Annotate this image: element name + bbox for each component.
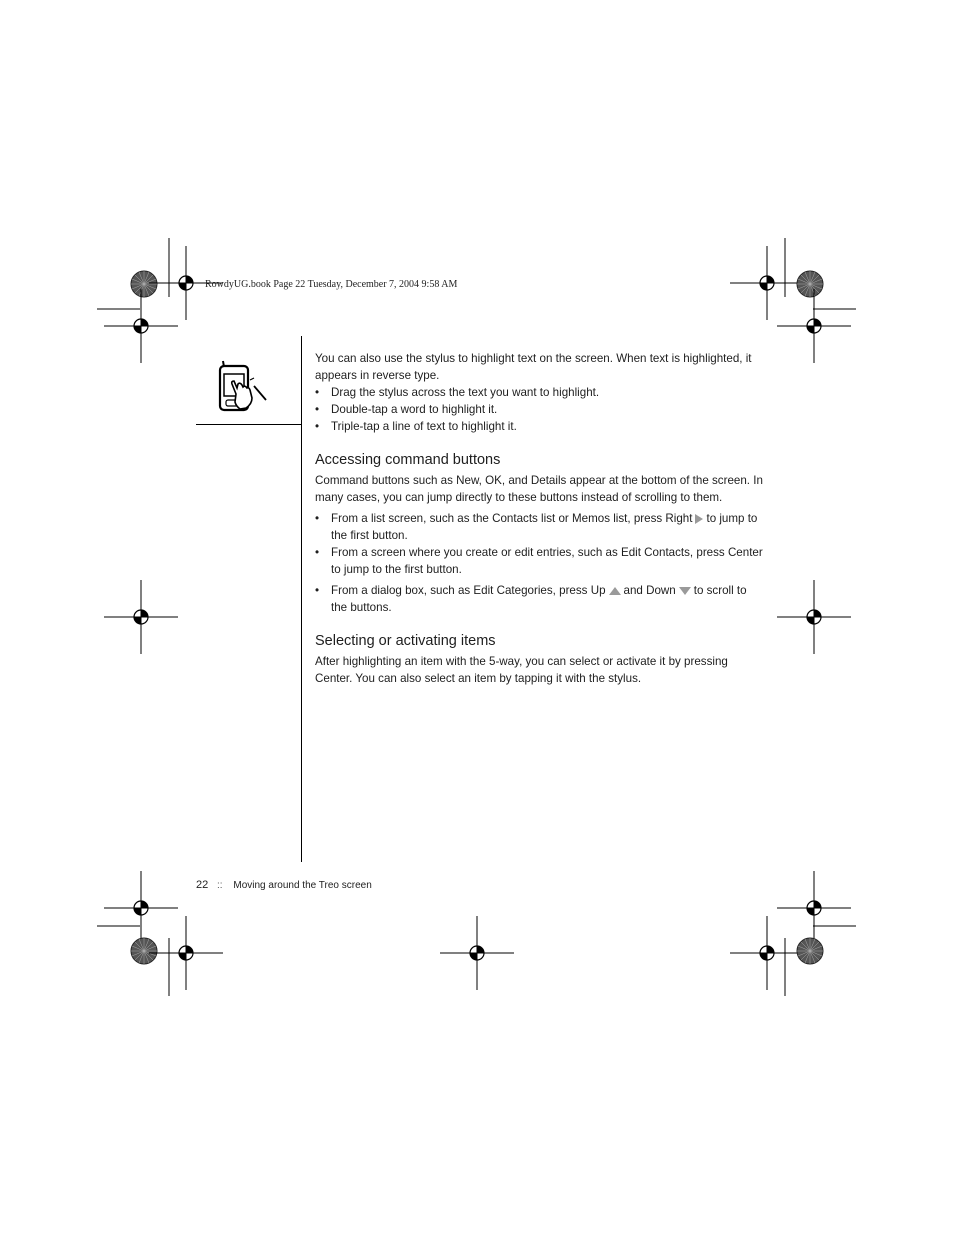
stylus-tap-phone-icon xyxy=(214,356,272,414)
page-number: 22 xyxy=(196,879,209,891)
page-footer xyxy=(196,879,372,891)
bullet-text: From a list screen, such as the Contacts list or Memos list, press Right xyxy=(331,512,693,525)
column-rule xyxy=(301,336,302,862)
selecting-paragraph: After highlighting an item with the 5-way, you can select or activate it by pressing Center. You can also select an item by tapping it with the stylus. xyxy=(315,655,728,685)
heading-selecting-activating-items: Selecting or activating items xyxy=(315,633,496,649)
heading-accessing-command-buttons: Accessing command buttons xyxy=(315,452,501,468)
list-item xyxy=(315,582,763,616)
list-item xyxy=(315,510,763,544)
footer-separator: :: xyxy=(217,880,223,891)
list-item: • From a screen where you create or edit entries, such as Edit Contacts, press Center to jump to the first button. xyxy=(315,544,763,578)
slug-line: RowdyUG.book Page 22 Tuesday, December 7, 2004 9:58 AM xyxy=(205,279,458,290)
command-bullet-list xyxy=(315,510,763,616)
margin-rule xyxy=(196,424,302,425)
main-content xyxy=(315,350,763,687)
list-item: • Triple-tap a line of text to highlight it. xyxy=(315,418,763,435)
bullet-text: to scroll to the buttons. xyxy=(331,584,747,614)
right-arrow-icon xyxy=(695,514,703,524)
intro-bullet-list xyxy=(315,384,763,435)
bullet-text: From a dialog box, such as Edit Categories, press Up xyxy=(331,584,606,597)
chapter-title: Moving around the Treo screen xyxy=(233,880,372,891)
up-arrow-icon xyxy=(609,587,621,595)
list-item: • Double-tap a word to highlight it. xyxy=(315,401,763,418)
list-item: • Drag the stylus across the text you want to highlight. xyxy=(315,384,763,401)
bullet-text: and Down xyxy=(623,584,676,597)
down-arrow-icon xyxy=(679,587,691,595)
bullet-text: to jump to the first button. xyxy=(331,512,758,542)
command-paragraph: Command buttons such as New, OK, and Details appear at the bottom of the screen. In many cases, you can jump directly to these buttons instead of scrolling to them. xyxy=(315,474,763,504)
intro-paragraph: You can also use the stylus to highlight text on the screen. When text is highlighted, it appears in reverse type. xyxy=(315,352,752,382)
